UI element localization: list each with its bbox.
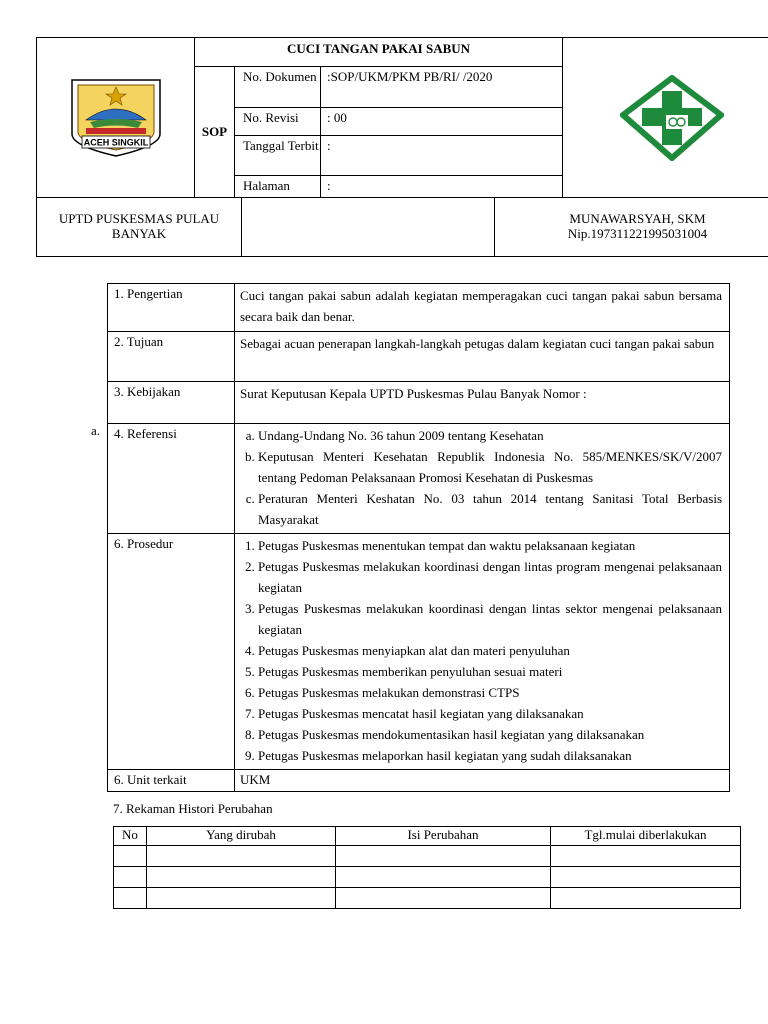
table-cell [551, 867, 741, 888]
document-title: CUCI TANGAN PAKAI SABUN [195, 38, 562, 67]
meta-value-doc-number: :SOP/UKM/PKM PB/RI/ /2020 [327, 69, 493, 84]
document-meta [235, 67, 562, 197]
document-header [36, 37, 768, 257]
section-row-tujuan [108, 332, 730, 382]
side-mark: a. [91, 423, 101, 438]
meta-value-page: : [327, 178, 331, 193]
section-row-unit-terkait [108, 770, 730, 792]
sop-sections-table [107, 283, 730, 792]
column-header: No [114, 827, 147, 846]
section-row-kebijakan [108, 382, 730, 424]
table-cell [147, 846, 336, 867]
section-content: Surat Keputusan Kepala UPTD Puskesmas Pulau Banyak Nomor : [235, 382, 730, 424]
list-item: a. Undang-Undang No. 36 tahun 2009 tentang Kesehatan [258, 425, 722, 446]
section-content: Sebagai acuan penerapan langkah-langkah petugas dalam kegiatan cuci tangan pakai sabun [235, 332, 730, 382]
section-row-pengertian [108, 284, 730, 332]
aceh-singkil-logo [37, 38, 195, 197]
sop-label: SOP [195, 67, 235, 197]
table-cell [114, 846, 147, 867]
history-table [113, 826, 741, 909]
list-item: 9. Petugas Puskesmas melaporkan hasil kegiatan yang sudah dilaksanakan [258, 745, 722, 766]
puskesmas-logo [563, 38, 768, 197]
list-item: 5. Petugas Puskesmas memberikan penyuluhan sesuai materi [258, 661, 722, 682]
signer-block [495, 198, 768, 256]
table-cell [114, 888, 147, 909]
table-row [114, 867, 741, 888]
section-label: 4. Referensi [108, 424, 235, 534]
column-header: Isi Perubahan [336, 827, 551, 846]
meta-key-doc-number: No. Dokumen [235, 67, 321, 107]
unit-name: UPTD PUSKESMAS PULAU BANYAK [37, 198, 242, 256]
table-header-row [114, 827, 741, 846]
meta-key-revision: No. Revisi [235, 108, 321, 135]
list-item: c. Peraturan Menteri Keshatan No. 03 tahun 2014 tentang Sanitasi Total Berbasis Masyarakat [258, 488, 722, 530]
section-label: 6. Prosedur [108, 534, 235, 770]
list-item: 7. Petugas Puskesmas mencatat hasil kegiatan yang dilaksanakan [258, 703, 722, 724]
logo-lettering: ACEH SINGKIL [83, 137, 148, 147]
section-label: 3. Kebijakan [108, 382, 235, 424]
blank-cell [242, 198, 495, 256]
meta-key-issue-date: Tanggal Terbit [235, 136, 321, 175]
section-content: Cuci tangan pakai sabun adalah kegiatan memperagakan cuci tangan pakai sabun bersama secara baik dan benar. [235, 284, 730, 332]
table-row [114, 888, 741, 909]
meta-key-page: Halaman [235, 176, 321, 197]
column-header: Tgl.mulai diberlakukan [551, 827, 741, 846]
puskesmas-cross-icon [620, 75, 724, 161]
list-item: b. Keputusan Menteri Kesehatan Republik Indonesia No. 585/MENKES/SK/V/2007 tentang Pedoman Pelaksanaan Promosi Kesehatan di Puskesmas [258, 446, 722, 488]
section-content [235, 424, 730, 534]
section-label: 2. Tujuan [108, 332, 235, 382]
reference-list [240, 425, 722, 530]
list-item: 1. Petugas Puskesmas menentukan tempat dan waktu pelaksanaan kegiatan [258, 535, 722, 556]
history-title: 7. Rekaman Histori Perubahan [113, 801, 273, 816]
list-item: 8. Petugas Puskesmas mendokumentasikan hasil kegiatan yang dilaksanakan [258, 724, 722, 745]
list-item: 3. Petugas Puskesmas melakukan koordinasi dengan lintas sektor mengenai pelaksanaan kegiatan [258, 598, 722, 640]
table-row [114, 846, 741, 867]
table-cell [336, 846, 551, 867]
list-item: 2. Petugas Puskesmas melakukan koordinasi dengan lintas program mengenai pelaksanaan kegiatan [258, 556, 722, 598]
signer-nip: Nip.197311221995031004 [567, 226, 708, 241]
list-item: 4. Petugas Puskesmas menyiapkan alat dan materi penyuluhan [258, 640, 722, 661]
section-label: 1. Pengertian [108, 284, 235, 332]
table-cell [147, 888, 336, 909]
meta-value-revision: : 00 [327, 110, 347, 125]
table-cell [336, 867, 551, 888]
aceh-singkil-emblem-icon [64, 76, 168, 160]
table-cell [114, 867, 147, 888]
table-cell [147, 867, 336, 888]
section-content [235, 534, 730, 770]
signer-name: MUNAWARSYAH, SKM [569, 211, 706, 226]
table-cell [551, 888, 741, 909]
list-item: 6. Petugas Puskesmas melakukan demonstrasi CTPS [258, 682, 722, 703]
section-row-prosedur [108, 534, 730, 770]
section-content: UKM [235, 770, 730, 792]
procedure-list [240, 535, 722, 766]
meta-value-issue-date: : [327, 138, 331, 153]
section-label: 6. Unit terkait [108, 770, 235, 792]
column-header: Yang dirubah [147, 827, 336, 846]
section-row-referensi [108, 424, 730, 534]
table-cell [336, 888, 551, 909]
table-cell [551, 846, 741, 867]
